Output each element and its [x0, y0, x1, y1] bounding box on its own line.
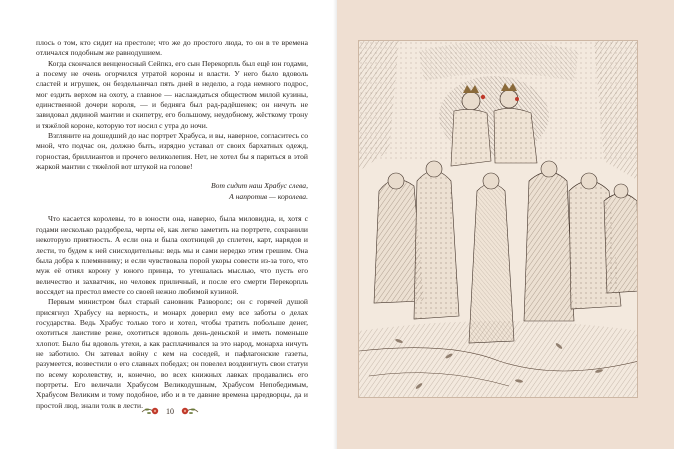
verse-line: Вот сидит наш Храбус слева,	[211, 181, 308, 191]
paragraph: Первым министром был старый сановник Разворолс; он с горячей душой присягнул Храбусу на верность, и монарх доверил ему все заботы о делах государства. Ведь Храбус только того и хотел, чтобы тратить побольше денег, охотиться лаистиве реже, охотиться вдоволь день-деньской и иметь поменьше хлопот. Было бы вдоволь утехи, а как расплачивался за это народ, монарха ничуть не заботило. Он затевал войну с кем на соседей, и пафлагонские газеты, разумеется, возвестили о его славных победах; он повелел воздвигнуть свои статуи по всему королевству, и, конечно, во всех книжных лавках продавались его портреты. Его величали Храбусом Великодушным, Храбусом Непобедимым, Храбусом Великим и тому подобное, ибо и в те давние времена царедворцы, да и простой люд, знали толк в лести.	[36, 297, 308, 410]
engraved-illustration	[358, 40, 638, 398]
paragraph: Когда скончался венценосный Сейпкз, его сын Перекорпль был ещё юн годами, а посему не очень огорчился утратой короны и власти. У него было вдоволь сластей и игрушек, он бездельничал пять дней в неделю, а года немного подрос, мог ездить верхом на охоту, а главное — наслаждаться обществом милой кузины, единственной дочери короля, — и бедняга был рад-радёшенек; он ничуть не завидовал дядиной мантии и скипетру, его большому, неудобному, жёсткому трону и тяжёлой короне, которую тот носил с утра до ночи.	[36, 58, 308, 130]
floral-ornament-right-icon	[179, 406, 199, 416]
body-text	[36, 38, 308, 411]
page-number-ornament	[140, 404, 200, 418]
floral-ornament-left-icon	[141, 406, 161, 416]
paragraph: Что касается королевы, то в юности она, наверно, была миловидна, и, хотя с годами несколько раздобрела, черты её, как легко заметить на портрете, сохранили некоторую приятность. А если она и была охотницей до сплетен, карт, нарядов и лести, то будем к ней снисходительны: ведь мы и сами нередко этим грешим. Она была добра к племяннику; и если чувствовала порой укоры совести из-за того, что муж её отнял корону у юного принца, то утешалась мыслью, что пусть его величество и захватчик, но человек приличный, и после его смерти Перекорпль воссядет на престол вместе со своей нежно любимой кузиной.	[36, 214, 308, 296]
paragraph: Взгляните на дошедший до нас портрет Храбуса, и вы, наверное, согласитесь со мной, что подчас он, должно быть, изрядно уставал от своих бархатных одежд, горностая, бриллиантов и прочего великолепия. Нет, не хотел бы я париться в этой жаркой мантии с тяжёлой вот штукой на голове!	[36, 131, 308, 172]
paragraph: плось о том, кто сидит на престоле; что же до простого люда, то он в те времена отличался подобным же равнодушием.	[36, 38, 308, 58]
verse-line: А напротив — королева.	[229, 191, 308, 201]
verse-caption	[36, 181, 308, 202]
page-number: 10	[166, 406, 174, 416]
royal-court-illustration-icon	[359, 41, 638, 398]
